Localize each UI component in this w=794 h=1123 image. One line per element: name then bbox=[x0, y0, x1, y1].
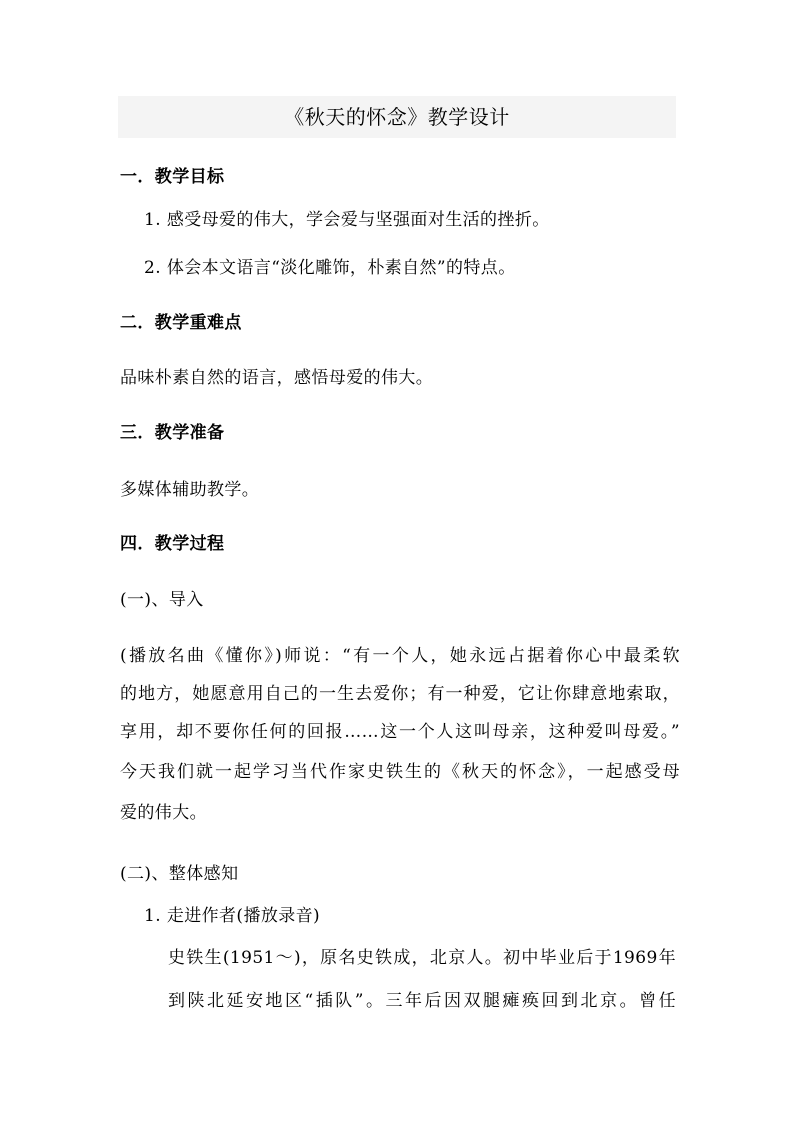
intro-paragraph-line-3: 享用，却不要你任何的回报……这一个人这叫母亲，这种爱叫母爱。” bbox=[120, 722, 680, 742]
intro-paragraph-line-5: 爱的伟大。 bbox=[120, 803, 207, 823]
section-heading-goals: 一．教学目标 bbox=[120, 167, 225, 187]
goal-item-2: 2. 体会本文语言“淡化雕饰，朴素自然”的特点。 bbox=[144, 258, 516, 278]
intro-paragraph-line-4: 今天我们就一起学习当代作家史铁生的《秋天的怀念》，一起感受母 bbox=[120, 762, 680, 782]
intro-paragraph-line-2: 的地方，她愿意用自己的一生去爱你；有一种爱，它让你肆意地索取， bbox=[120, 684, 680, 704]
subsection-label-overview: (二)、整体感知 bbox=[120, 864, 239, 884]
author-bio-line-2: 到陕北延安地区“插队”。三年后因双腿瘫痪回到北京。曾任 bbox=[168, 991, 676, 1011]
section-heading-key-points: 二．教学重难点 bbox=[120, 313, 242, 333]
author-bio-line-1: 史铁生(1951～)，原名史铁成，北京人。初中毕业后于1969年 bbox=[168, 948, 676, 968]
overview-item-1: 1. 走进作者(播放录音) bbox=[144, 906, 321, 926]
preparation-text: 多媒体辅助教学。 bbox=[120, 480, 260, 500]
key-points-text: 品味朴素自然的语言，感悟母爱的伟大。 bbox=[120, 368, 434, 388]
goal-item-1: 1. 感受母爱的伟大，学会爱与坚强面对生活的挫折。 bbox=[144, 210, 550, 230]
intro-paragraph-line-1: (播放名曲《懂你》)师说：“有一个人，她永远占据着你心中最柔软 bbox=[120, 646, 680, 666]
section-heading-preparation: 三．教学准备 bbox=[120, 423, 225, 443]
subsection-label-intro: (一)、导入 bbox=[120, 590, 204, 610]
section-heading-process: 四．教学过程 bbox=[120, 534, 225, 554]
document-title: 《秋天的怀念》教学设计 bbox=[284, 105, 510, 129]
